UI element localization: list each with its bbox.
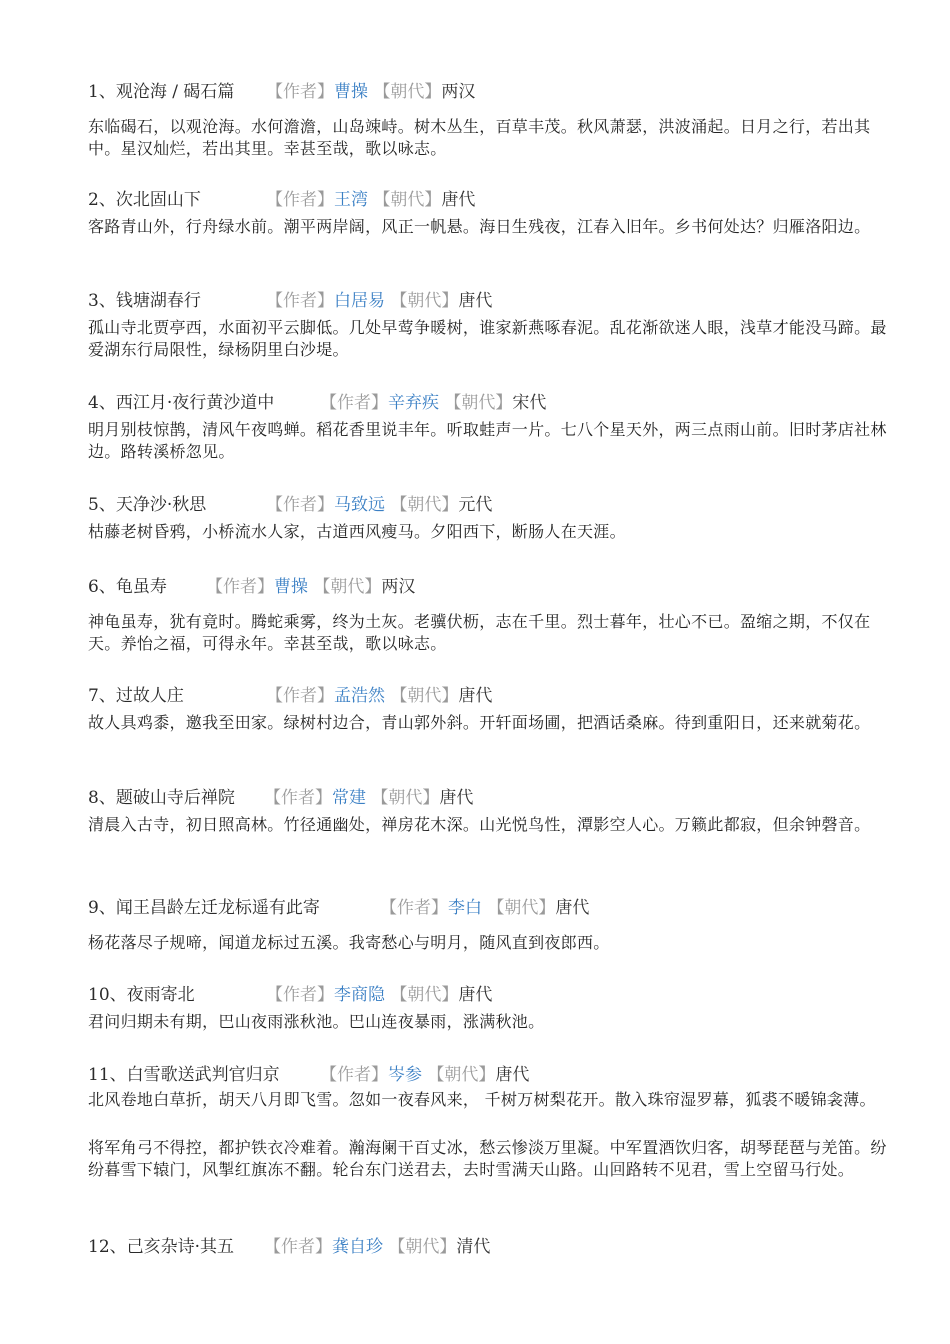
poem-meta <box>320 1063 529 1087</box>
poem-title: 12、己亥杂诗·其五 <box>88 1237 235 1257</box>
dynasty-value: 唐代 <box>495 1065 530 1085</box>
author-tag: 【作者】 <box>266 985 334 1005</box>
dynasty-tag: 【朝代】 <box>373 82 442 102</box>
author-link[interactable]: 辛弃疾 <box>388 393 439 413</box>
poem-title: 10、夜雨寄北 <box>88 985 195 1005</box>
dynasty-value: 唐代 <box>555 898 590 918</box>
dynasty-value: 宋代 <box>512 393 547 413</box>
poem-meta <box>266 188 475 212</box>
dynasty-value: 元代 <box>458 495 493 515</box>
dynasty-tag: 【朝代】 <box>388 1237 457 1257</box>
dynasty-value: 唐代 <box>439 788 474 808</box>
poem-text: 将军角弓不得控，都护铁衣冷难着。瀚海阑干百丈冰，愁云惨淡万里凝。中军置酒饮归客，胡琴琵琶与羌笛。纷纷暮雪下辕门，风掣红旗冻不翻。轮台东门送君去，去时雪满天山路。山回路转不见君，雪上空留马行处。 <box>88 1138 887 1179</box>
poem-meta <box>264 786 473 810</box>
dynasty-value: 唐代 <box>458 686 493 706</box>
poem-title: 6、龟虽寿 <box>88 577 167 597</box>
author-tag: 【作者】 <box>320 1065 388 1085</box>
author-tag: 【作者】 <box>380 898 448 918</box>
dynasty-tag: 【朝代】 <box>373 190 442 210</box>
poem-title: 9、闻王昌龄左迁龙标遥有此寄 <box>88 898 320 918</box>
author-link[interactable]: 李白 <box>448 898 482 918</box>
author-link[interactable]: 李商隐 <box>334 985 385 1005</box>
author-tag: 【作者】 <box>266 190 334 210</box>
poem-text: 孤山寺北贾亭西，水面初平云脚低。几处早莺争暖树，谁家新燕啄春泥。乱花渐欲迷人眼，浅草才能没马蹄。最爱湖东行局限性，绿杨阴里白沙堤。 <box>88 318 887 359</box>
dynasty-tag: 【朝代】 <box>390 686 459 706</box>
poem-meta <box>320 391 546 415</box>
author-link[interactable]: 马致远 <box>334 495 385 515</box>
author-link[interactable]: 白居易 <box>334 291 385 311</box>
poem-title: 7、过故人庄 <box>88 686 184 706</box>
poem-text: 明月别枝惊鹊，清风午夜鸣蝉。稻花香里说丰年。听取蛙声一片。七八个星天外，两三点雨山前。旧时茅店社林边。路转溪桥忽见。 <box>88 420 887 461</box>
dynasty-tag: 【朝代】 <box>487 898 556 918</box>
poem-meta <box>266 80 475 104</box>
author-tag: 【作者】 <box>264 788 332 808</box>
author-tag: 【作者】 <box>266 495 334 515</box>
author-tag: 【作者】 <box>206 577 274 597</box>
author-link[interactable]: 孟浩然 <box>334 686 385 706</box>
dynasty-value: 唐代 <box>441 190 476 210</box>
poem-meta <box>266 289 492 313</box>
author-tag: 【作者】 <box>266 291 334 311</box>
author-tag: 【作者】 <box>266 686 334 706</box>
poem-meta <box>206 575 415 599</box>
poem-title: 1、观沧海 / 碣石篇 <box>88 82 235 102</box>
author-link[interactable]: 曹操 <box>274 577 308 597</box>
dynasty-tag: 【朝代】 <box>371 788 440 808</box>
poem-text: 故人具鸡黍，邀我至田家。绿树村边合，青山郭外斜。开轩面场圃，把酒话桑麻。待到重阳日，还来就菊花。 <box>88 713 871 732</box>
poem-text: 君问归期未有期，巴山夜雨涨秋池。巴山连夜暴雨，涨满秋池。 <box>88 1012 545 1031</box>
dynasty-value: 唐代 <box>458 985 493 1005</box>
dynasty-tag: 【朝代】 <box>427 1065 496 1085</box>
dynasty-value: 两汉 <box>441 82 476 102</box>
dynasty-tag: 【朝代】 <box>390 291 459 311</box>
author-link[interactable]: 王湾 <box>334 190 368 210</box>
poem-text: 枯藤老树昏鸦，小桥流水人家，古道西风瘦马。夕阳西下，断肠人在天涯。 <box>88 522 626 541</box>
dynasty-value: 唐代 <box>458 291 493 311</box>
dynasty-value: 清代 <box>456 1237 491 1257</box>
poem-title: 4、西江月·夜行黄沙道中 <box>88 393 275 413</box>
poem-text: 神龟虽寿，犹有竟时。腾蛇乘雾，终为土灰。老骥伏枥，志在千里。烈士暮年，壮心不已。盈缩之期，不仅在天。养怡之福，可得永年。幸甚至哉，歌以咏志。 <box>88 612 871 653</box>
author-link[interactable]: 常建 <box>332 788 366 808</box>
poem-text: 北风卷地白草折，胡天八月即飞雪。忽如一夜春风来， 千树万树梨花开。散入珠帘湿罗幕，狐裘不暖锦衾薄。 <box>88 1090 876 1109</box>
poem-meta <box>266 493 492 517</box>
dynasty-tag: 【朝代】 <box>390 495 459 515</box>
poem-text: 清晨入古寺，初日照高林。竹径通幽处，禅房花木深。山光悦鸟性，潭影空人心。万籁此都寂，但余钟磬音。 <box>88 815 871 834</box>
poem-meta <box>380 896 589 920</box>
author-link[interactable]: 岑参 <box>388 1065 422 1085</box>
dynasty-tag: 【朝代】 <box>390 985 459 1005</box>
dynasty-tag: 【朝代】 <box>313 577 382 597</box>
poem-title: 2、次北固山下 <box>88 190 201 210</box>
dynasty-value: 两汉 <box>381 577 416 597</box>
poem-text: 东临碣石，以观沧海。水何澹澹，山岛竦峙。树木丛生，百草丰茂。秋风萧瑟，洪波涌起。日月之行，若出其中。星汉灿烂，若出其里。幸甚至哉，歌以咏志。 <box>88 117 871 158</box>
poem-text: 客路青山外，行舟绿水前。潮平两岸阔，风正一帆悬。海日生残夜，江春入旧年。乡书何处达？归雁洛阳边。 <box>88 217 871 236</box>
poem-title: 11、白雪歌送武判官归京 <box>88 1065 280 1085</box>
poem-text: 杨花落尽子规啼，闻道龙标过五溪。我寄愁心与明月，随风直到夜郎西。 <box>88 933 610 952</box>
poem-title: 3、钱塘湖春行 <box>88 291 201 311</box>
author-tag: 【作者】 <box>320 393 388 413</box>
poem-meta <box>266 983 492 1007</box>
poem-title: 8、题破山寺后禅院 <box>88 788 235 808</box>
author-link[interactable]: 曹操 <box>334 82 368 102</box>
author-tag: 【作者】 <box>266 82 334 102</box>
author-link[interactable]: 龚自珍 <box>332 1237 383 1257</box>
poem-meta <box>264 1235 490 1259</box>
dynasty-tag: 【朝代】 <box>444 393 513 413</box>
poem-title: 5、天净沙·秋思 <box>88 495 207 515</box>
poem-meta <box>266 684 492 708</box>
author-tag: 【作者】 <box>264 1237 332 1257</box>
